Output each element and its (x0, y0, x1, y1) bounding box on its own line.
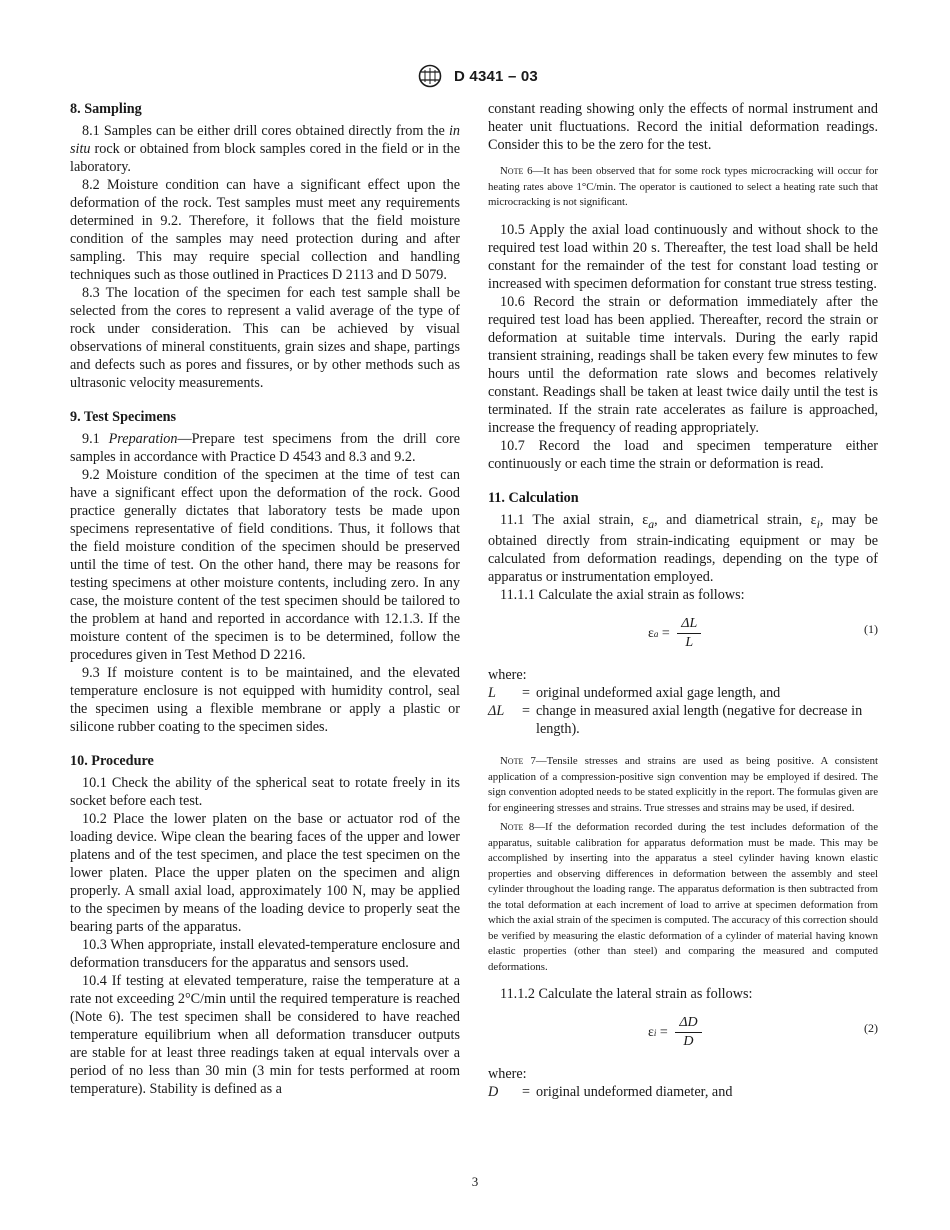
paragraph-10-5: 10.5 Apply the axial load continuously and without shock to the required test load within 20 s. Thereafter, the test load shall be held constant for the remainder of the test for constant load testing or increased with specimen deformation for constant true stress testing. (488, 221, 878, 292)
section-10-heading: 10. Procedure (70, 753, 154, 769)
astm-logo-icon (412, 64, 448, 88)
where-label-2: where: (488, 1066, 527, 1083)
standard-designation: D 4341 – 03 (454, 67, 538, 85)
paragraph-9-3: 9.3 If moisture content is to be maintained, and the elevated temperature enclosure is not equipped with humidity control, seal the specimen using a flexible membrane or apply a plastic or silicone rubber coating to the specimen sides. (70, 665, 460, 735)
paragraph-10-6: 10.6 Record the strain or deformation immediately after the required test load has been applied. Thereafter, record the strain or deformation at suitable time intervals. During the early rapid transient straining, readings shall be taken every few minutes to few hours until the deformation rate slows and becomes relatively constant. Readings shall be taken at least twice daily until the test is terminated. If the strain rate accelerates as failure is approached, increase the frequency of reading appropriately. (488, 293, 878, 436)
paragraph-8-3: 8.3 The location of the specimen for each test sample shall be selected from the cores to represent a valid average of the type of rock under consideration. This can be achieved by visual observations of mineral constituents, grain sizes and shape, partings and defects such as pores and fissures, or by other methods such as ultrasonic velocity measurements. (70, 285, 460, 391)
paragraph-9-2: 9.2 Moisture condition of the specimen at the time of test can have a significant effect upon the deformation of the rock. Good practice generally dictates that laboratory tests be made upon specimens representative of field conditions. Thus, it follows that the field moisture condition of the specimen should be preserved until the time of test. On the other hand, there may be reasons for testing specimens at other moisture contents, including zero. In any case, the moisture content of the test specimen should be tailored to the problem at hand and reported in accordance with 12.1.3. If the moisture content of the specimen is to be determined, follow the procedures given in Test Method D 2216. (70, 467, 460, 663)
paragraph-10-3: 10.3 When appropriate, install elevated-temperature enclosure and deformation transducers for the apparatus and sensors used. (70, 937, 460, 971)
paragraph-10-4: 10.4 If testing at elevated temperature, raise the temperature at a rate not exceeding 2°C/min until the required temperature is reached (Note 6). The test specimen shall be considered to have reached temperature equilibrium when all deformation transducer outputs are stable for at least three readings taken at equal intervals over a period of no less than 30 min (3 min for tests performed at room temperature). Stability is defined as a (70, 973, 460, 1097)
where-label-1: where: (488, 667, 527, 684)
paragraph-10-2: 10.2 Place the lower platen on the base or actuator rod of the loading device. Wipe clean the bearing faces of the upper and lower platens and of the test specimen, and place the test specimen on the lower platen. Place the upper platen on the specimen and align properly. A small axial load, approximately 100 N, may be applied to the specimen by means of the loading device to properly seat the bearing parts of the apparatus. (70, 811, 460, 935)
note-6: Note 6—It has been observed that for some rock types microcracking will occur for heating rates above 1°C/min. The operator is cautioned to select a heating rate such that microcracking is not significant. (488, 165, 878, 208)
definition-d: D = original undeformed diameter, and (488, 1084, 733, 1101)
equation-1-number: (1) (864, 622, 878, 637)
definition-l: L = original undeformed axial gage length, and (488, 685, 781, 702)
section-9-heading: 9. Test Specimens (70, 409, 177, 425)
equation-2: ε i = $\frac{\Delta D}{D}$ (2) (648, 1015, 878, 1050)
paragraph-11-1: 11.1 The axial strain, $\varepsilon_a$, and diametrical strain, $\varepsilon_i$, may be obtained directly from strain-indicating equipment or may be calculated from deformation readings, depending on the type of apparatus or instrumentation employed. (488, 511, 878, 586)
paragraph-9-1: 9.1 Preparation—Prepare test specimens from the drill core samples in accordance with Practice D 4543 and 8.3 and 9.2. (70, 431, 461, 465)
definition-delta-l: ΔL = change in measured axial length (negative for decrease in length). (488, 703, 863, 738)
right-column (488, 100, 878, 1101)
paragraph-11-1-1: 11.1.1 Calculate the axial strain as follows: (500, 587, 745, 604)
page-number: 3 (471, 1174, 479, 1189)
paragraph-10-1: 10.1 Check the ability of the spherical seat to rotate freely in its socket before each test. (70, 775, 460, 809)
paragraph-10-7: 10.7 Record the load and specimen temperature either continuously or each time the strain or deformation is read. (488, 437, 878, 472)
note-8: Note 8—If the deformation recorded during the test includes deformation of the apparatus, suitable calibration for apparatus deformation must be made. This may be accomplished by inserting into the apparatus a steel cylinder having known elastic properties and observing differences in deformation between the assembly and steel cylinder throughout the loading range. The apparatus deformation is then subtracted from the total deformation at each increment of load to arrive at specimen deformation from which the axial strain of the specimen is computed. The accuracy of this correction should be verified by measuring the elastic deformation of a cylinder of material having known elastic properties (other than steel) and comparing the measured and computed deformations. (488, 821, 878, 973)
paragraph-10-4-continued: constant reading showing only the effects of normal instrument and heater unit fluctuations. Record the initial deformation readings. Consider this to be the zero for the test. (488, 101, 878, 153)
note-7: Note 7—Tensile stresses and strains are used as being positive. A consistent application of a compression-positive sign convention may be employed if desired. The sign convention adopted needs to be stated explicitly in the report. The formulas given are for engineering stresses and strains. True stresses and strains may be used, if desired. (488, 755, 878, 814)
equation-2-number: (2) (864, 1021, 878, 1036)
paragraph-8-2: 8.2 Moisture condition can have a significant effect upon the deformation of the rock. Test samples must meet any requirements determined in 9.2. Therefore, it follows that the field moisture condition of the samples may need protection during and after sampling. This may require special collection and handling techniques such as those outlined in Practices D 2113 and D 5079. (70, 177, 460, 283)
section-11-heading: 11. Calculation (488, 489, 579, 506)
paragraph-11-1-2: 11.1.2 Calculate the lateral strain as follows: (500, 986, 753, 1003)
paragraph-8-1: 8.1 Samples can be either drill cores obtained directly from the in situ rock or obtained from block samples cored in the field or in the laboratory. (70, 123, 460, 175)
section-8-heading: 8. Sampling (70, 101, 142, 117)
equation-1: ε a = $\frac{\Delta L}{L}$ (1) (648, 616, 878, 651)
page-header (0, 64, 950, 88)
left-column (70, 100, 460, 1098)
